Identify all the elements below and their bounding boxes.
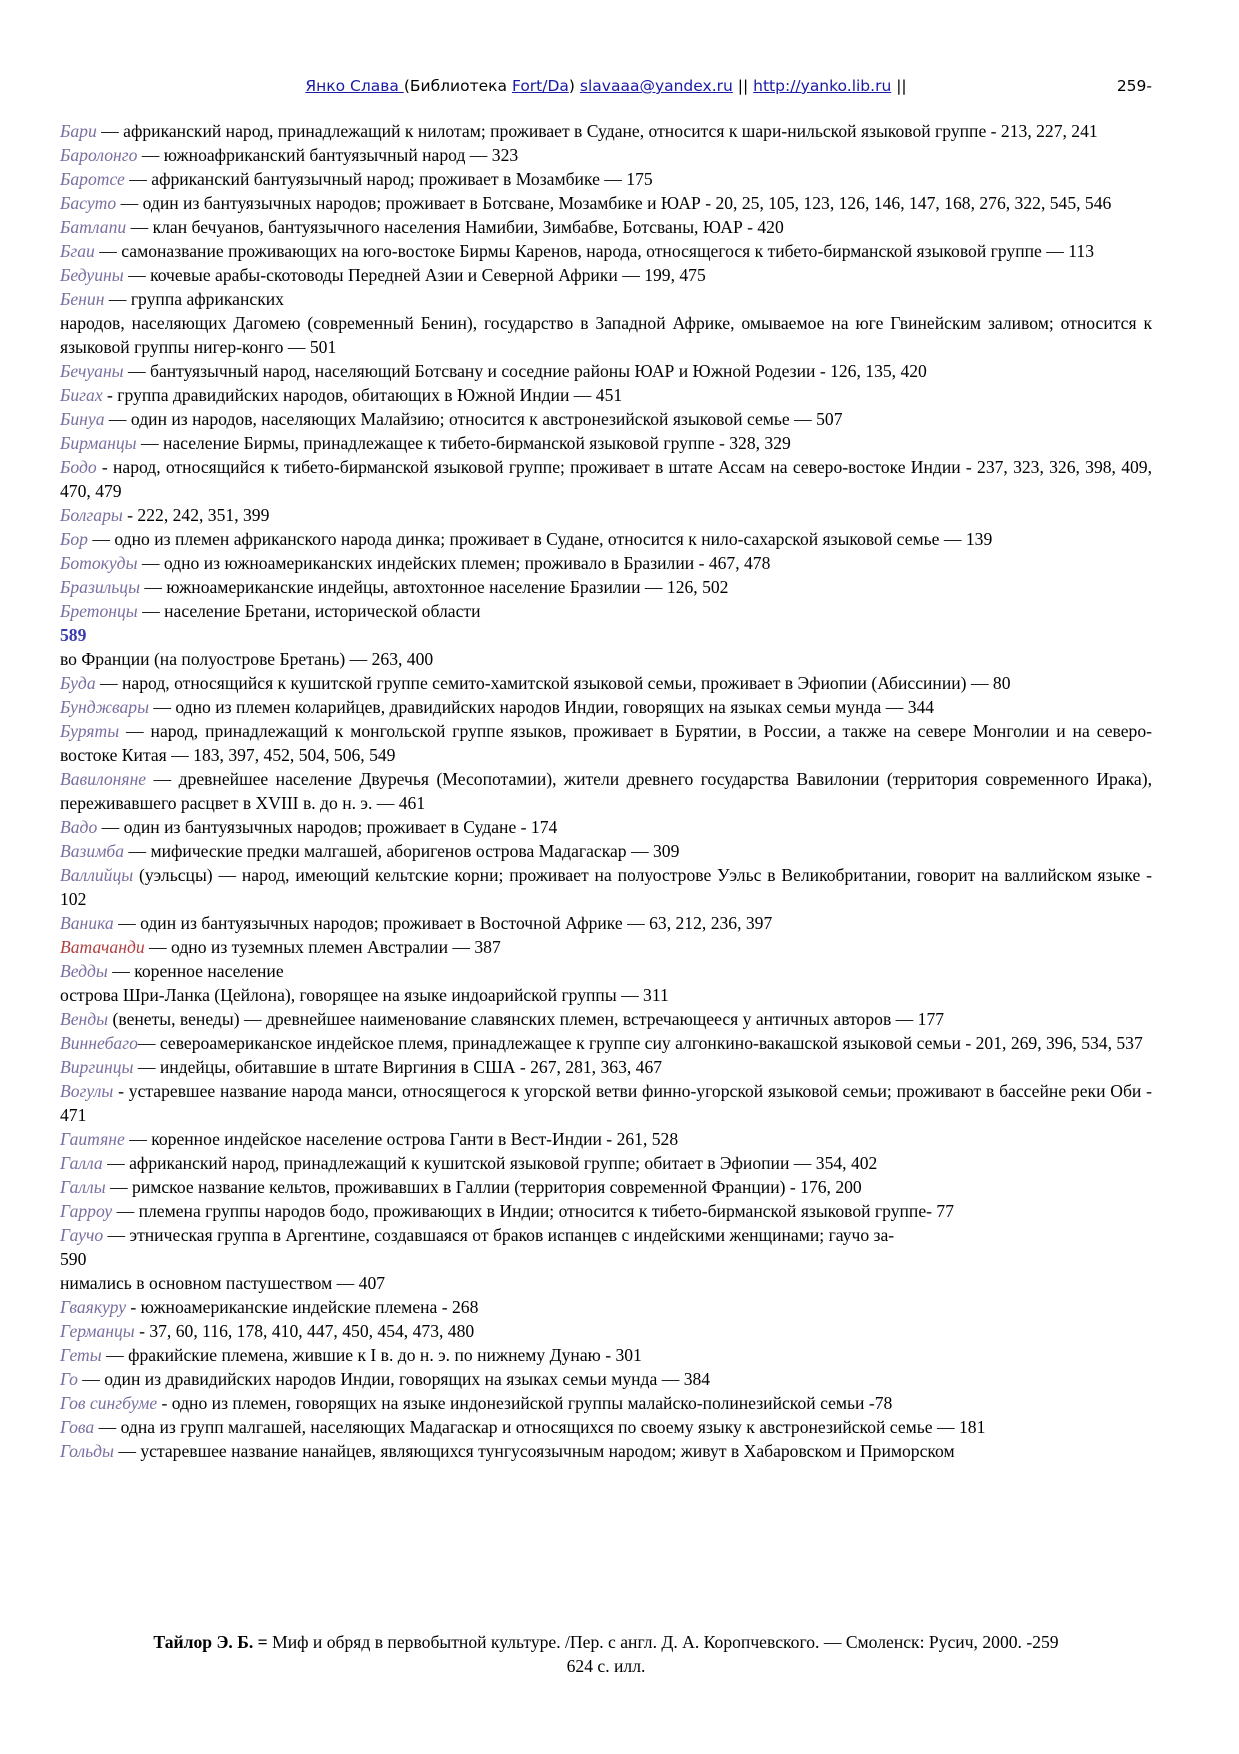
entry-term: Бари xyxy=(60,121,97,141)
entry-term: Болгары xyxy=(60,505,123,525)
entry-definition: - 37, 60, 116, 178, 410, 447, 450, 454, 473, 480 xyxy=(134,1321,475,1341)
library-text: (Библиотека xyxy=(403,77,512,95)
entry-term: Бразильцы xyxy=(60,577,141,597)
entry-definition: — один из бантуязычных народов; проживает в Восточной Африке — 63, 212, 236, 397 xyxy=(113,913,773,933)
entry-definition: — этническая группа в Аргентине, создавшаяся от браков испанцев с индейскими женщинами; гаучо за- xyxy=(103,1225,895,1245)
glossary-entry xyxy=(60,1055,1152,1079)
entry-definition: — африканский народ, принадлежащий к нилотам; проживает в Судане, относится к шари-нильской языковой группе - 213, 227, 241 xyxy=(96,121,1098,141)
glossary-content xyxy=(60,119,1152,1463)
book-page-number: 589 xyxy=(60,625,87,645)
entry-term: Бретонцы xyxy=(60,601,138,621)
entry-term: Вогулы xyxy=(60,1081,114,1101)
entry-definition: — одно из туземных племен Австралии — 387 xyxy=(144,937,501,957)
entry-definition: острова Шри-Ланка (Цейлона), говорящее на языке индоарийской группы — 311 xyxy=(60,985,669,1005)
entry-term: Бинуа xyxy=(60,409,105,429)
glossary-entry xyxy=(60,215,1152,239)
glossary-entry xyxy=(60,407,1152,431)
entry-definition: — индейцы, обитавшие в штате Виргиния в США - 267, 281, 363, 467 xyxy=(133,1057,663,1077)
glossary-entry xyxy=(60,599,1152,623)
entry-definition: — один из народов, населяющих Малайзию; относится к австронезийской языковой семье — 507 xyxy=(104,409,843,429)
entry-term: Венды xyxy=(60,1009,109,1029)
entry-definition: — одно из южноамериканских индейских племен; проживало в Бразилии - 467, 478 xyxy=(137,553,771,573)
glossary-entry xyxy=(60,383,1152,407)
entry-definition: — один из бантуязычных народов; проживает в Ботсване, Мозамбике и ЮАР - 20, 25, 105, 123, 126, 146, 147, 168, 276, 322, 545, 546 xyxy=(116,193,1112,213)
entry-definition: — племена группы народов бодо, проживающих в Индии; относится к тибето-бирманской языковой группе- 77 xyxy=(112,1201,954,1221)
entry-definition: — население Бирмы, принадлежащее к тибето-бирманской языковой группе - 328, 329 xyxy=(136,433,791,453)
entry-definition: (уэльсцы) — народ, имеющий кельтские корни; проживает на полуострове Уэльс в Великобритании, говорит на валлийском языке - 102 xyxy=(60,865,1152,909)
glossary-entry xyxy=(60,1415,1152,1439)
entry-definition: — группа африканских xyxy=(104,289,284,309)
entry-term: Бор xyxy=(60,529,88,549)
glossary-continuation xyxy=(60,983,1152,1007)
entry-definition: — африканский бантуязычный народ; проживает в Мозамбике — 175 xyxy=(124,169,653,189)
author-link[interactable]: Янко Слава xyxy=(305,77,404,95)
entry-definition: — одно из племен африканского народа динка; проживает в Судане, относится к нило-сахарской языковой семье — 139 xyxy=(87,529,993,549)
glossary-entry xyxy=(60,119,1152,143)
glossary-entry xyxy=(60,1391,1152,1415)
glossary-entry xyxy=(60,1343,1152,1367)
glossary-entry xyxy=(60,1127,1152,1151)
glossary-entry xyxy=(60,767,1152,815)
entry-term: Вазимба xyxy=(60,841,125,861)
entry-term: Вавилоняне xyxy=(60,769,147,789)
header-page-number: 259- xyxy=(1116,77,1152,95)
glossary-entry xyxy=(60,455,1152,503)
entry-term: Гова xyxy=(60,1417,95,1437)
glossary-entry xyxy=(60,551,1152,575)
entry-definition: — один из дравидийских народов Индии, говорящих на языках семьи мунда — 384 xyxy=(77,1369,711,1389)
entry-term: Германцы xyxy=(60,1321,135,1341)
glossary-entry xyxy=(60,1199,1152,1223)
entry-definition: - одно из племен, говорящих на языке индонезийской группы малайско-полинезийской семьи -78 xyxy=(157,1393,893,1413)
email-link[interactable]: slavaaa@yandex.ru xyxy=(579,77,733,95)
footer-citation: Миф и обряд в первобытной культуре. /Пер. с англ. Д. А. Коропчевского. — Смоленск: Русич, 2000. - xyxy=(267,1632,1033,1652)
entry-term: Гваякуру xyxy=(60,1297,127,1317)
entry-term: Бунджвары xyxy=(60,697,149,717)
entry-term: Ведды xyxy=(60,961,108,981)
entry-definition: — население Бретани, исторической области xyxy=(137,601,481,621)
page-header xyxy=(60,74,1152,98)
entry-term: Бодо xyxy=(60,457,97,477)
entry-definition: — римское название кельтов, проживавших в Галлии (территория современной Франции) - 176, 200 xyxy=(105,1177,862,1197)
entry-definition: — одна из групп малгашей, населяющих Мадагаскар и относящихся по своему языку к австронезийской семье — 181 xyxy=(94,1417,986,1437)
footer-page: 259 xyxy=(1032,1632,1059,1652)
entry-definition: — самоназвание проживающих на юго-востоке Бирмы Кaренов, народа, относящегося к тибето-бирманской языковой группе — 113 xyxy=(94,241,1094,261)
entry-term: Гарроу xyxy=(60,1201,113,1221)
entry-definition: — народ, относящийся к кушитской группе семито-хамитской языковой семьи, проживает в Эфиопии (Абиссинии) — 80 xyxy=(95,673,1011,693)
entry-definition: — мифические предки малгашей, аборигенов острова Мадагаскар — 309 xyxy=(124,841,680,861)
glossary-entry xyxy=(60,263,1152,287)
entry-term: Гольды xyxy=(60,1441,114,1461)
entry-definition: - устаревшее название народа манси, относящегося к угорской ветви финно-угорской языковой семьи; проживают в бассейне реки Оби - 471 xyxy=(60,1081,1152,1125)
entry-term: Виргинцы xyxy=(60,1057,134,1077)
entry-term: Геты xyxy=(60,1345,102,1365)
header-paren: ) xyxy=(568,77,580,95)
entry-definition: - 222, 242, 351, 399 xyxy=(122,505,270,525)
glossary-entry xyxy=(60,1175,1152,1199)
entry-definition: — южноафриканский бантуязычный народ — 323 xyxy=(137,145,519,165)
footer-author: Тайлор Э. Б. = xyxy=(153,1632,268,1652)
header-separator: || xyxy=(732,77,754,95)
entry-term: Ваника xyxy=(60,913,114,933)
glossary-entry xyxy=(60,431,1152,455)
entry-definition: народов, населяющих Дагомею (современный Бенин), государство в Западной Африке, омываемое на юге Гвинейским заливом; относится к языковой группы нигер-конго — 501 xyxy=(60,313,1152,357)
entry-term: Галлы xyxy=(60,1177,106,1197)
footer-citation-line xyxy=(60,1630,1152,1654)
glossary-entry xyxy=(60,167,1152,191)
entry-term: Буда xyxy=(60,673,96,693)
page-footer xyxy=(60,1630,1152,1678)
glossary-entry xyxy=(60,839,1152,863)
entry-term: Бгаи xyxy=(60,241,95,261)
entry-definition: — кочевые арабы-скотоводы Передней Азии и Северной Африки — 199, 475 xyxy=(123,265,706,285)
footer-pages: 624 с. илл. xyxy=(566,1656,646,1676)
entry-term: Бирманцы xyxy=(60,433,137,453)
entry-definition: нимались в основном пастушеством — 407 xyxy=(60,1273,386,1293)
glossary-entry xyxy=(60,863,1152,911)
glossary-entry xyxy=(60,1439,1152,1463)
entry-definition: — африканский народ, принадлежащий к кушитской языковой группе; обитает в Эфиопии — 354, 402 xyxy=(102,1153,878,1173)
glossary-entry xyxy=(60,503,1152,527)
glossary-entry xyxy=(60,695,1152,719)
entry-definition: — народ, принадлежащий к монгольской группе языков, проживает в Бурятии, в России, а также на севере Монголии и на северо-востоке Китая — 183, 397, 452, 504, 506, 549 xyxy=(60,721,1152,765)
entry-definition: — один из бантуязычных народов; проживает в Судане - 174 xyxy=(97,817,558,837)
entry-definition: — коренное индейское население острова Ганти в Вест-Индии - 261, 528 xyxy=(124,1129,679,1149)
entry-term: Гов сингбуме xyxy=(60,1393,158,1413)
entry-term: Басуто xyxy=(60,193,117,213)
book-page-marker xyxy=(60,623,1152,647)
book-page-marker xyxy=(60,1247,1152,1271)
glossary-continuation xyxy=(60,1271,1152,1295)
glossary-entry xyxy=(60,1007,1152,1031)
glossary-entry xyxy=(60,815,1152,839)
entry-term: Батлапи xyxy=(60,217,127,237)
book-page-number: 590 xyxy=(60,1249,87,1269)
entry-term: Вадо xyxy=(60,817,98,837)
glossary-entry xyxy=(60,935,1152,959)
glossary-entry xyxy=(60,959,1152,983)
entry-definition: — древнейшее население Двуречья (Месопотамии), жители древнего государства Вавилонии (территория современного Ирака), переживавшего расцвет в XVIII в. до н. э. — 461 xyxy=(60,769,1152,813)
glossary-entry xyxy=(60,287,1152,311)
glossary-entry xyxy=(60,191,1152,215)
entry-term: Ватачанди xyxy=(60,937,145,957)
glossary-continuation xyxy=(60,311,1152,359)
entry-term: Буряты xyxy=(60,721,120,741)
entry-term: Ботокуды xyxy=(60,553,138,573)
entry-term: Валлийцы xyxy=(60,865,134,885)
entry-definition: — клан бечуанов, бантуязычного населения Намибии, Зимбабве, Ботсваны, ЮАР - 420 xyxy=(126,217,784,237)
entry-definition: — североамериканское индейское племя, принадлежащее к группе сиу алгонкино-вакашской языковой семьи - 201, 269, 396, 534, 537 xyxy=(137,1033,1143,1053)
entry-term: Бедуины xyxy=(60,265,124,285)
glossary-entry xyxy=(60,143,1152,167)
entry-definition: — коренное население xyxy=(107,961,284,981)
entry-definition: — устаревшее название нанайцев, являющихся тунгусоязычным народом; живут в Хабаровском и Приморском xyxy=(113,1441,955,1461)
glossary-entry xyxy=(60,575,1152,599)
entry-definition: во Франции (на полуострове Бретань) — 263, 400 xyxy=(60,649,434,669)
entry-term: Го xyxy=(60,1369,78,1389)
header-separator: || xyxy=(891,77,907,95)
fortda-link[interactable]: Fort/Da xyxy=(511,77,569,95)
entry-definition: - народ, относящийся к тибето-бирманской языковой группе; проживает в штате Ассам на северо-востоке Индии - 237, 323, 326, 398, 409, 470, 479 xyxy=(60,457,1152,501)
entry-term: Гаитяне xyxy=(60,1129,125,1149)
entry-term: Виннебаго xyxy=(60,1033,138,1053)
glossary-entry xyxy=(60,1367,1152,1391)
glossary-entry xyxy=(60,527,1152,551)
entry-term: Галла xyxy=(60,1153,103,1173)
entry-definition: - южноамериканские индейские племена - 268 xyxy=(126,1297,479,1317)
entry-definition: — фракийские племена, жившие к I в. до н. э. по нижнему Дунаю - 301 xyxy=(101,1345,642,1365)
glossary-entry xyxy=(60,1319,1152,1343)
site-link[interactable]: http://yanko.lib.ru xyxy=(753,77,892,95)
entry-term: Гаучо xyxy=(60,1225,104,1245)
entry-term: Баролонго xyxy=(60,145,138,165)
glossary-entry xyxy=(60,671,1152,695)
glossary-entry xyxy=(60,1151,1152,1175)
glossary-entry xyxy=(60,359,1152,383)
entry-definition: — южноамериканские индейцы, автохтонное население Бразилии — 126, 502 xyxy=(140,577,729,597)
entry-term: Бигах xyxy=(60,385,103,405)
glossary-continuation xyxy=(60,647,1152,671)
entry-definition: — бантуязычный народ, населяющий Ботсвану и соседние районы ЮАР и Южной Родезии - 126, 135, 420 xyxy=(123,361,927,381)
glossary-entry xyxy=(60,1295,1152,1319)
glossary-entry xyxy=(60,239,1152,263)
glossary-entry xyxy=(60,1031,1152,1055)
glossary-entry xyxy=(60,719,1152,767)
entry-definition: - группа дравидийских народов, обитающих в Южной Индии — 451 xyxy=(102,385,623,405)
glossary-entry xyxy=(60,1079,1152,1127)
entry-term: Баротсе xyxy=(60,169,125,189)
entry-term: Бенин xyxy=(60,289,105,309)
glossary-entry xyxy=(60,1223,1152,1247)
entry-definition: — одно из племен коларийцев, дравидийских народов Индии, говорящих на языках семьи мунда — 344 xyxy=(149,697,935,717)
entry-definition: (венеты, венеды) — древнейшее наименование славянских племен, встречающееся у античных авторов — 177 xyxy=(108,1009,945,1029)
glossary-entry xyxy=(60,911,1152,935)
entry-term: Бечуаны xyxy=(60,361,124,381)
